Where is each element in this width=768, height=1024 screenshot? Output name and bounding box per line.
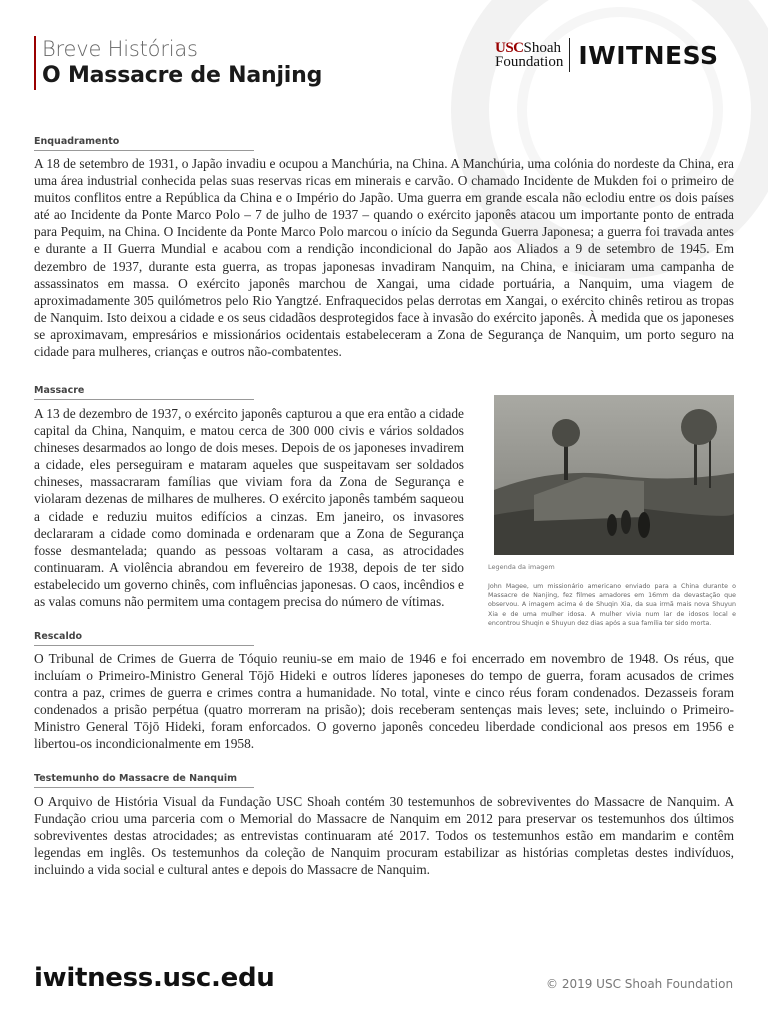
footer-website-link[interactable]: iwitness.usc.edu bbox=[34, 963, 275, 993]
iwitness-logo: IWITNESS bbox=[578, 40, 719, 70]
logo-divider bbox=[569, 38, 570, 72]
section-divider bbox=[34, 399, 254, 400]
logo-shoah-text: Shoah bbox=[523, 40, 562, 56]
usc-shoah-foundation-logo bbox=[495, 41, 563, 69]
header-title-block bbox=[34, 36, 322, 90]
document-title: O Massacre de Nanjing bbox=[42, 63, 323, 88]
photo-illustration bbox=[494, 395, 734, 555]
historical-photo bbox=[494, 395, 734, 555]
image-caption-text: John Magee, um missionário americano enviado para a China durante o Massacre de Nanjing, fez filmes amadores em 16mm da devastação que observou. A imagem acima é de Shuqin Xia, da sua irmã mais nova Shuyun Xia e de uma mulher idosa. A mulher vivia num lar de idosos local e encontrou Shuqin e Shuyun dez dias após a sua família ter sido morta. bbox=[488, 583, 736, 627]
section-label-enquadramento: Enquadramento bbox=[34, 136, 120, 147]
image-caption-title: Legenda da imagem bbox=[488, 563, 555, 571]
section-divider bbox=[34, 787, 254, 788]
paragraph-massacre: A 13 de dezembro de 1937, o exército japonês capturou a que era então a cidade capital da China, Nanquim, e matou cerca de 300 000 civis e vários soldados chineses desarmados ao longo de dois meses. Depois de os japoneses invadirem a cidade, eles perseguiram e mataram aqueles que suspeitavam ser soldados chineses, massacraram famílias que viviam fora da Zona de Segurança e violaram dezenas de milhares de mulheres. O exército japonês também saqueou a cidade e reduziu muitos edifícios a cinzas. Em janeiro, os invasores declararam a cidade como dominada e ordenaram que a Zona de Segurança fosse desmantelada; quando as pessoas voltaram a casa, as atrocidades continuaram. A violência abrandou em fevereiro de 1938, depois de ter sido estabelecido um governo chinês, com influências japonesas. O caos, incêndios e as valas comuns não permitem uma contagem precisa do número de vítimas. bbox=[34, 406, 464, 610]
series-title: Breve Histórias bbox=[42, 37, 198, 61]
section-label-massacre: Massacre bbox=[34, 385, 85, 396]
paragraph-enquadramento: A 18 de setembro de 1931, o Japão invadiu e ocupou a Manchúria, na China. A Manchúria, uma colónia do nordeste da China, era uma área industrial conhecida pelas suas reservas ricas em minerais e carvão. O chamado Incidente de Mukden foi o primeiro de muitos conflitos entre a República da China e o Império do Japão. Uma guerra em grande escala não eclodiu entre os dois países até ao Incidente da Ponte Marco Polo – 7 de julho de 1937 – quando o exército japonês atacou um importante ponto de entrada para Pequim, na China. O Incidente da Ponte Marco Polo marcou o início da Segunda Guerra Japonesa; a guerra foi travada antes e durante a II Guerra Mundial e acabou com a rendição incondicional do Japão aos Aliados a 9 de setembro de 1945. Em dezembro de 1937, durante esta guerra, as tropas japonesas invadiram Nanquim, na China, e iniciaram uma campanha de assassinatos em massa. O exército japonês marchou de Xangai, uma cidade portuária, a Nanquim, uma viagem de aproximadamente 305 quilómetros pelo Rio Yangtzé. Enfraquecidos pelas derrotas em Xangai, o exército chinês retirou as tropas de Nanquim. Isto deixou a cidade e os seus cidadãos desprotegidos face à invasão do exército japonês. À medida que os japoneses se aproximavam, empresários e missionários ocidentais estabeleceram a Zona de Segurança de Nanquim, um porto seguro na cidade para mulheres, crianças e outros não-combatentes. bbox=[34, 156, 734, 360]
logo-foundation-text: Foundation bbox=[495, 54, 564, 70]
paragraph-testemunho: O Arquivo de História Visual da Fundação USC Shoah contém 30 testemunhos de sobreviventes do Massacre de Nanquim. A Fundação criou uma parceria com o Memorial do Massacre de Nanquim em 2012 para preservar os testemunhos dos últimos sobreviventes destas atrocidades; as entrevistas continuaram até 2017. Todos os testemunhos estão em mandarim e contêm legendas em inglês. Os testemunhos da coleção de Nanquim procuram estabilizar as histórias completas destes indivíduos, incluindo a vida social e cultural antes e depois do Massacre de Nanquim. bbox=[34, 794, 734, 878]
section-divider bbox=[34, 645, 254, 646]
section-label-testemunho: Testemunho do Massacre de Nanquim bbox=[34, 773, 238, 784]
logo-usc-text: USC bbox=[495, 40, 524, 56]
section-label-rescaldo: Rescaldo bbox=[34, 631, 83, 642]
paragraph-rescaldo: O Tribunal de Crimes de Guerra de Tóquio reuniu-se em maio de 1946 e foi encerrado em novembro de 1948. Os réus, que incluíam o Primeiro-Ministro General Tōjō Hideki e outros líderes japoneses do tempo de guerra, foram acusados de crimes contra a paz, crimes de guerra e crimes contra a humanidade. No total, vinte e cinco réus foram condenados. Dezasseis foram condenados a prisão perpétua (quatro morreram na prisão); dois receberam sentenças mais leves; sete, incluindo o Primeiro-Ministro General Tōjō Hideki, foram enforcados. O governo japonês concedeu liberdade condicional aos presos em 1956 e libertou-os incondicionalmente em 1958. bbox=[34, 651, 734, 752]
footer-copyright: © 2019 USC Shoah Foundation bbox=[546, 977, 734, 991]
header-logos bbox=[495, 38, 718, 72]
section-divider bbox=[34, 150, 254, 151]
